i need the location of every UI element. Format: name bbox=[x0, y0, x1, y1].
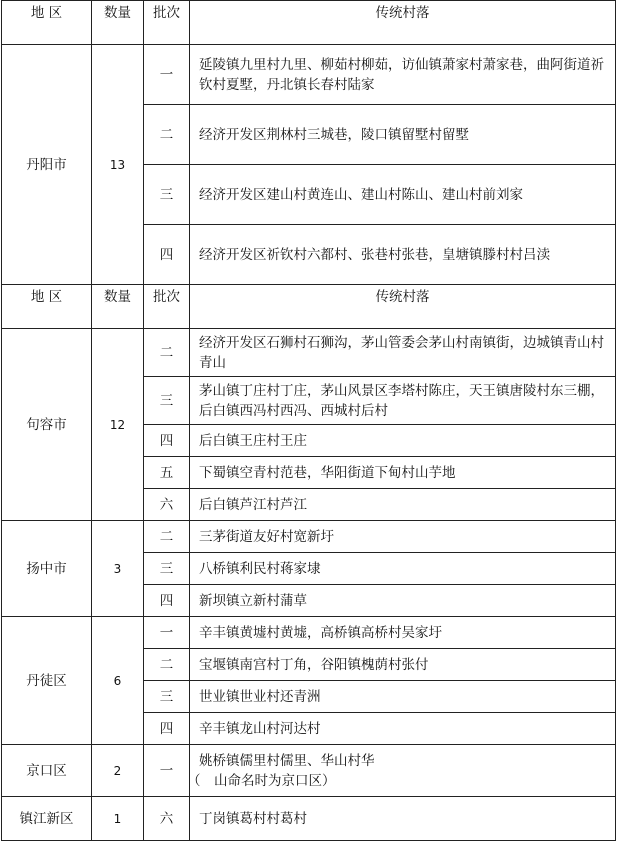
table-row bbox=[2, 797, 616, 841]
village-cell: 辛丰镇黄墟村黄墟，高桥镇高桥村吴家圩 bbox=[190, 617, 616, 649]
village-cell: 八桥镇利民村蒋家埭 bbox=[190, 553, 616, 585]
batch-cell: 三 bbox=[144, 165, 190, 225]
village-cell: 世业镇世业村还青洲 bbox=[190, 681, 616, 713]
header-village: 传统村落 bbox=[190, 1, 616, 45]
count-cell: 6 bbox=[92, 617, 144, 745]
village-cell: 延陵镇九里村九里、柳茹村柳茹，访仙镇萧家村萧家巷，曲阿街道祈钦村夏墅，丹北镇长春村陆家 bbox=[190, 45, 616, 105]
region-cell: 丹徒区 bbox=[2, 617, 92, 745]
village-cell: 宝堰镇南宫村丁角，谷阳镇槐荫村张付 bbox=[190, 649, 616, 681]
traditional-villages-table bbox=[1, 0, 616, 841]
count-cell: 2 bbox=[92, 745, 144, 797]
batch-cell: 四 bbox=[144, 225, 190, 285]
region-cell: 京口区 bbox=[2, 745, 92, 797]
village-cell: 三茅街道友好村宽新圩 bbox=[190, 521, 616, 553]
header-region: 地 区 bbox=[2, 285, 92, 329]
region-cell: 句容市 bbox=[2, 329, 92, 521]
village-cell: 下蜀镇空青村范巷，华阳街道下甸村山芋地 bbox=[190, 457, 616, 489]
header-count: 数量 bbox=[92, 285, 144, 329]
village-cell: 新坝镇立新村蒲草 bbox=[190, 585, 616, 617]
batch-cell: 四 bbox=[144, 713, 190, 745]
batch-cell: 一 bbox=[144, 45, 190, 105]
batch-cell: 二 bbox=[144, 329, 190, 377]
header-row bbox=[2, 1, 616, 45]
table-row bbox=[2, 521, 616, 553]
header-count: 数量 bbox=[92, 1, 144, 45]
count-cell: 1 bbox=[92, 797, 144, 841]
region-cell: 扬中市 bbox=[2, 521, 92, 617]
header-batch: 批次 bbox=[144, 285, 190, 329]
batch-cell: 二 bbox=[144, 649, 190, 681]
batch-cell: 三 bbox=[144, 681, 190, 713]
header-row bbox=[2, 285, 616, 329]
batch-cell: 二 bbox=[144, 521, 190, 553]
village-note: （ 山命名时为京口区） bbox=[187, 772, 336, 789]
batch-cell: 六 bbox=[144, 797, 190, 841]
village-cell: 辛丰镇龙山村河达村 bbox=[190, 713, 616, 745]
count-cell: 12 bbox=[92, 329, 144, 521]
table-row bbox=[2, 45, 616, 105]
batch-cell: 三 bbox=[144, 377, 190, 425]
village-cell: 后白镇王庄村王庄 bbox=[190, 425, 616, 457]
village-cell: 经济开发区荆林村三城巷，陵口镇留墅村留墅 bbox=[190, 105, 616, 165]
batch-cell: 一 bbox=[144, 745, 190, 797]
region-cell: 镇江新区 bbox=[2, 797, 92, 841]
village-cell: 茅山镇丁庄村丁庄，茅山风景区李塔村陈庄，天王镇唐陵村东三棚，后白镇西冯村西冯、西城村后村 bbox=[190, 377, 616, 425]
batch-cell: 三 bbox=[144, 553, 190, 585]
header-village: 传统村落 bbox=[190, 285, 616, 329]
village-cell: 丁岗镇葛村村葛村 bbox=[190, 797, 616, 841]
batch-cell: 五 bbox=[144, 457, 190, 489]
table-row bbox=[2, 617, 616, 649]
batch-cell: 四 bbox=[144, 585, 190, 617]
table-row bbox=[2, 745, 616, 797]
batch-cell: 二 bbox=[144, 105, 190, 165]
header-batch: 批次 bbox=[144, 1, 190, 45]
batch-cell: 一 bbox=[144, 617, 190, 649]
batch-cell: 六 bbox=[144, 489, 190, 521]
region-cell: 丹阳市 bbox=[2, 45, 92, 285]
batch-cell: 四 bbox=[144, 425, 190, 457]
count-cell: 3 bbox=[92, 521, 144, 617]
village-cell: 后白镇芦江村芦江 bbox=[190, 489, 616, 521]
table-row bbox=[2, 329, 616, 377]
village-text: 姚桥镇儒里村儒里、华山村华 bbox=[199, 752, 375, 769]
village-cell: 经济开发区祈钦村六都村、张巷村张巷，皇塘镇滕村村吕渎 bbox=[190, 225, 616, 285]
header-region: 地 区 bbox=[2, 1, 92, 45]
village-cell: 经济开发区建山村黄连山、建山村陈山、建山村前刘家 bbox=[190, 165, 616, 225]
village-cell bbox=[187, 745, 616, 797]
count-cell: 13 bbox=[92, 45, 144, 285]
village-cell: 经济开发区石狮村石狮沟，茅山管委会茅山村南镇街，边城镇青山村青山 bbox=[190, 329, 616, 377]
